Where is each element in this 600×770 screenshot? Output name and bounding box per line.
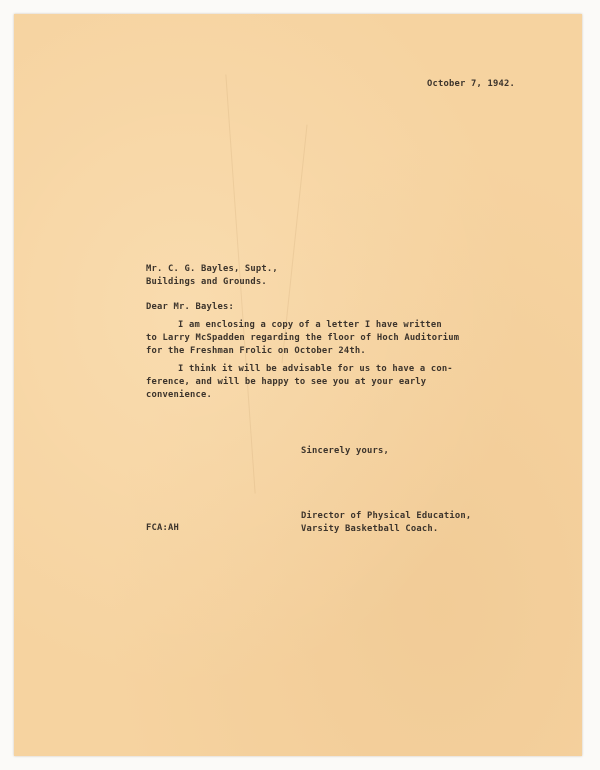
reference-initials: FCA:AH: [146, 523, 179, 533]
paragraph-2-line-1: I think it will be advisable for us to have a con-: [178, 364, 453, 374]
paragraph-2-line-3: convenience.: [146, 390, 212, 400]
letter-date: October 7, 1942.: [427, 79, 515, 89]
paragraph-1-line-2: to Larry McSpadden regarding the floor of Hoch Auditorium: [146, 333, 460, 343]
recipient-line-1: Mr. C. G. Bayles, Supt.,: [146, 264, 278, 274]
recipient-line-2: Buildings and Grounds.: [146, 277, 267, 287]
paragraph-2-line-2: ference, and will be happy to see you at your early: [146, 377, 427, 387]
paragraph-1-line-1: I am enclosing a copy of a letter I have written: [178, 320, 442, 330]
complimentary-closing: Sincerely yours,: [301, 446, 389, 456]
signature-title-line-1: Director of Physical Education,: [301, 511, 472, 521]
signature-title-line-2: Varsity Basketball Coach.: [301, 524, 439, 534]
paragraph-1-line-3: for the Freshman Frolic on October 24th.: [146, 346, 366, 356]
salutation: Dear Mr. Bayles:: [146, 302, 234, 312]
